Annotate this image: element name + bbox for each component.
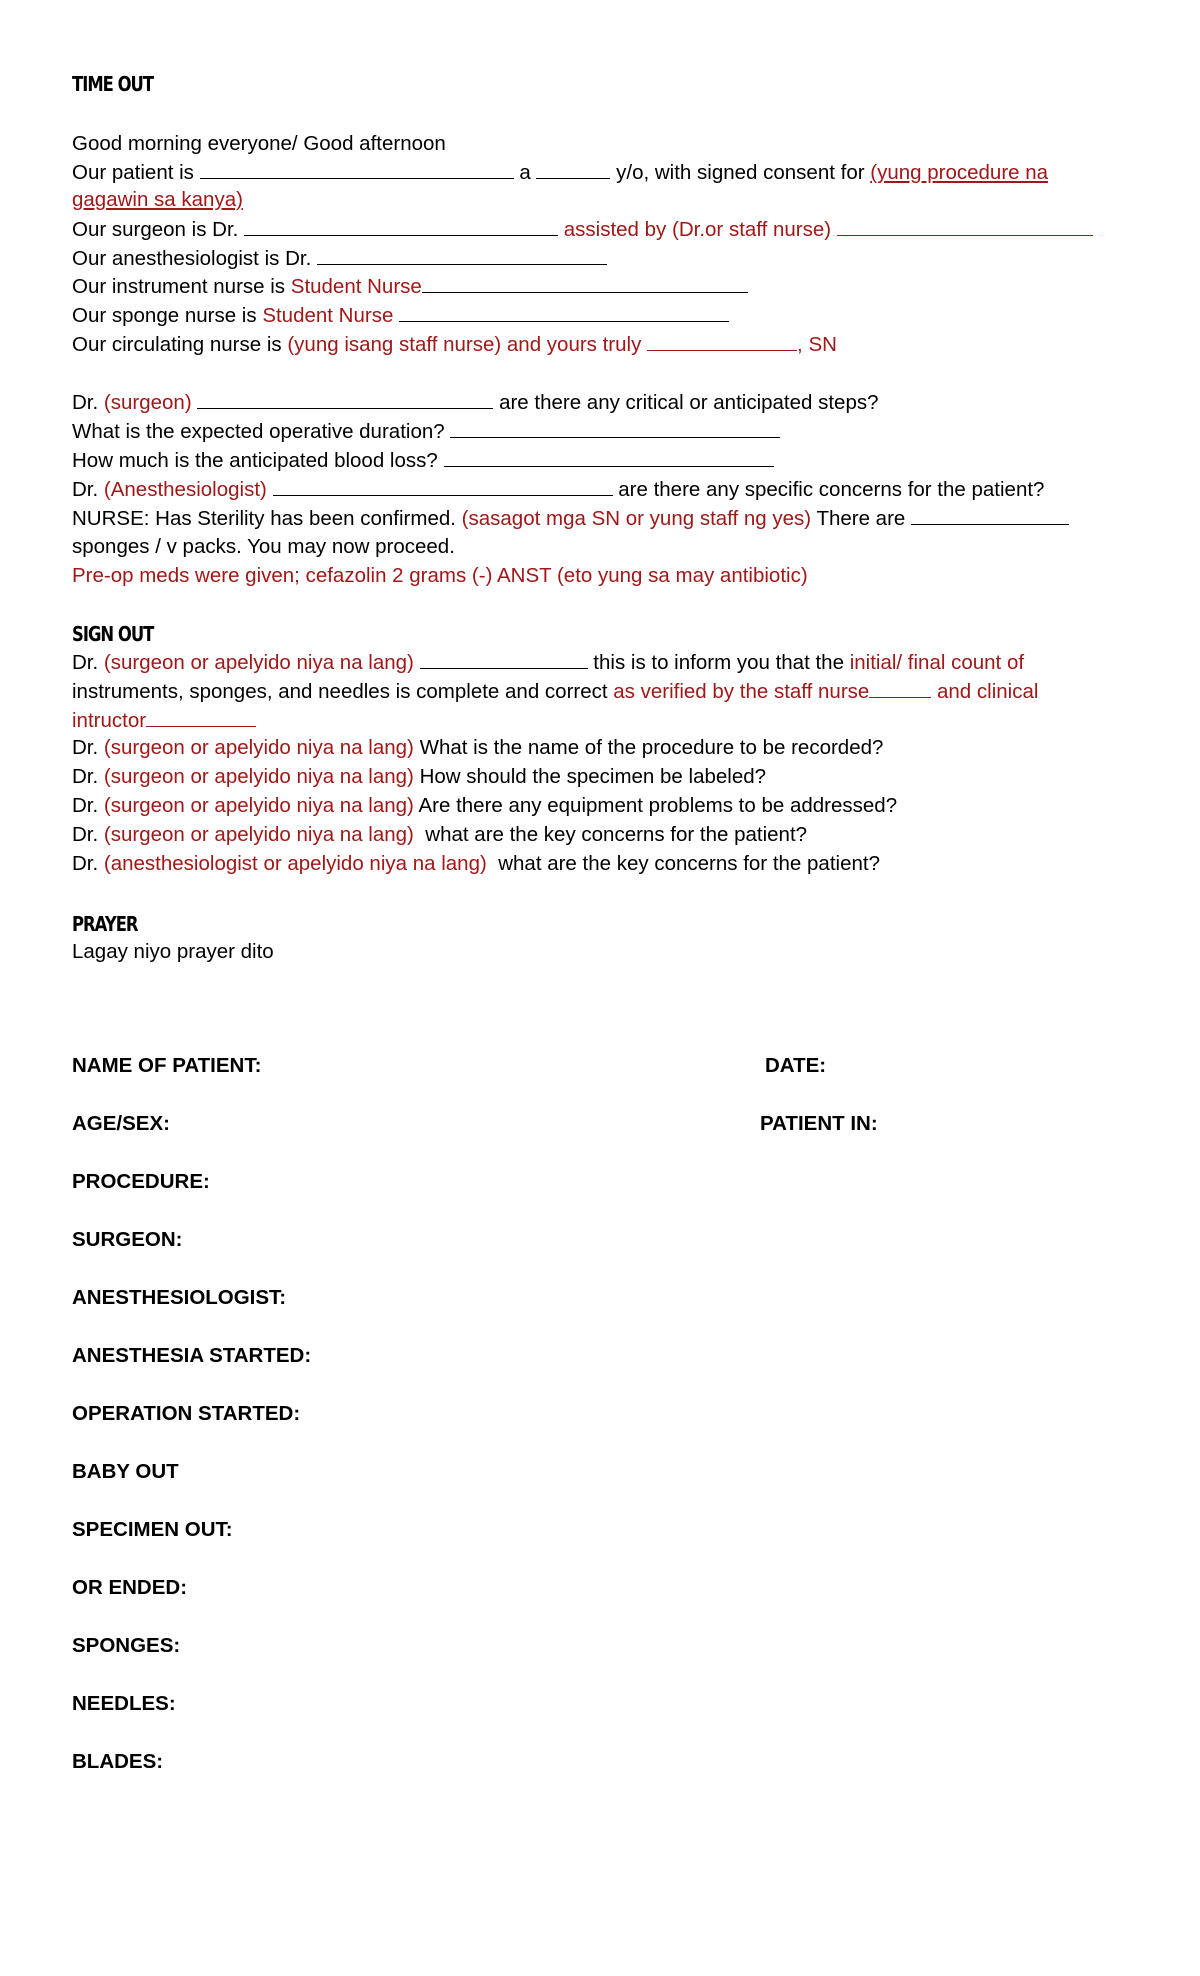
circulating-nurse-label: Our circulating nurse is bbox=[72, 333, 282, 356]
procedure-name-question: What is the name of the procedure to be recorded? bbox=[419, 736, 884, 759]
staff-nurse-blank bbox=[869, 677, 931, 698]
date-label: DATE: bbox=[765, 1054, 827, 1077]
anesthesiologist-line bbox=[72, 244, 607, 273]
there-are-label: There are bbox=[816, 507, 906, 530]
consent-label: y/o, with signed consent for bbox=[616, 161, 865, 184]
dr-label: Dr. bbox=[72, 794, 99, 817]
dr-label: Dr. bbox=[72, 651, 99, 674]
instrument-nurse-line bbox=[72, 272, 748, 301]
critical-steps-question: are there any critical or anticipated steps? bbox=[499, 391, 879, 414]
greeting-line: Good morning everyone/ Good afternoon bbox=[72, 132, 446, 155]
procedure-hint: (yung procedure na bbox=[870, 161, 1049, 184]
dr-label: Dr. bbox=[72, 823, 99, 846]
duration-question: What is the expected operative duration? bbox=[72, 420, 445, 443]
sponge-nurse-hint: Student Nurse bbox=[262, 304, 394, 327]
dr-label: Dr. bbox=[72, 852, 99, 875]
dr-label: Dr. bbox=[72, 765, 99, 788]
circulating-nurse-blank bbox=[647, 330, 797, 351]
anesthesiologist-hint: (anesthesiologist or apelyido niya na lang) bbox=[103, 852, 487, 875]
count-hint: initial/ final count of bbox=[849, 651, 1025, 674]
count-text: instruments, sponges, and needles is complete and correct bbox=[72, 680, 608, 703]
sign-out-q4 bbox=[72, 821, 807, 849]
procedure-hint-cont: gagawin sa kanya) bbox=[72, 188, 243, 211]
anesthesiologist-blank bbox=[317, 244, 607, 265]
sterility-hint: (sasagot mga SN or yung staff ng yes) bbox=[461, 507, 812, 530]
sponges-label: SPONGES: bbox=[72, 1634, 181, 1657]
time-out-heading: TIME OUT bbox=[72, 72, 154, 96]
dr-label: Dr. bbox=[72, 391, 99, 414]
clinical-hint: and clinical bbox=[937, 680, 1039, 703]
anesthesiologist-name-blank bbox=[273, 475, 613, 496]
anesthesiologist-field-label: ANESTHESIOLOGIST: bbox=[72, 1286, 287, 1309]
blood-loss-blank bbox=[444, 446, 774, 467]
name-of-patient-label: NAME OF PATIENT: bbox=[72, 1054, 262, 1077]
instructor-blank bbox=[146, 706, 256, 727]
patient-a-label: a bbox=[519, 161, 531, 184]
surgeon-blank bbox=[244, 215, 558, 236]
patient-name-blank bbox=[200, 158, 514, 179]
sign-out-line-2 bbox=[72, 677, 1038, 706]
critical-steps-line bbox=[72, 388, 879, 417]
sterility-line bbox=[72, 504, 1069, 533]
prayer-text: Lagay niyo prayer dito bbox=[72, 940, 274, 963]
patient-label: Our patient is bbox=[72, 161, 194, 184]
circulating-nurse-line bbox=[72, 330, 837, 359]
anesthesia-started-label: ANESTHESIA STARTED: bbox=[72, 1344, 312, 1367]
surgeon-line bbox=[72, 215, 1093, 244]
sponge-count-blank bbox=[911, 504, 1069, 525]
preop-meds-line: Pre-op meds were given; cefazolin 2 grams (-) ANST (eto yung sa may antibiotic) bbox=[72, 564, 808, 587]
dr-label: Dr. bbox=[72, 736, 99, 759]
equipment-question: Are there any equipment problems to be addressed? bbox=[418, 794, 898, 817]
age-sex-label: AGE/SEX: bbox=[72, 1112, 170, 1135]
instrument-nurse-label: Our instrument nurse is bbox=[72, 275, 286, 298]
surgeon-hint: (surgeon or apelyido niya na lang) bbox=[103, 736, 414, 759]
duration-line bbox=[72, 417, 780, 446]
blood-loss-question: How much is the anticipated blood loss? bbox=[72, 449, 438, 472]
instructor-hint: intructor bbox=[72, 709, 147, 732]
prayer-heading: PRAYER bbox=[72, 912, 138, 936]
sign-out-q1 bbox=[72, 734, 883, 762]
concerns-question: are there any specific concerns for the patient? bbox=[618, 478, 1045, 501]
anesthesiologist-hint: (Anesthesiologist) bbox=[103, 478, 267, 501]
surgeon-name-blank bbox=[197, 388, 493, 409]
anesthesiologist-label: Our anesthesiologist is Dr. bbox=[72, 247, 312, 270]
procedure-label: PROCEDURE: bbox=[72, 1170, 210, 1193]
surgeon-field-label: SURGEON: bbox=[72, 1228, 183, 1251]
surgeon-name-blank bbox=[420, 648, 588, 669]
instrument-nurse-blank bbox=[422, 272, 748, 293]
blood-loss-line bbox=[72, 446, 774, 475]
sign-out-line-3 bbox=[72, 706, 256, 735]
sign-out-q2 bbox=[72, 763, 766, 791]
needles-label: NEEDLES: bbox=[72, 1692, 176, 1715]
sign-out-line-1 bbox=[72, 648, 1024, 677]
sponge-nurse-line bbox=[72, 301, 729, 330]
patient-line bbox=[72, 158, 1048, 187]
duration-blank bbox=[450, 417, 780, 438]
inform-text: this is to inform you that the bbox=[593, 651, 844, 674]
key-concerns-question: what are the key concerns for the patient? bbox=[492, 852, 880, 875]
surgeon-hint: (surgeon or apelyido niya na lang) bbox=[103, 823, 414, 846]
surgeon-hint: (surgeon or apelyido niya na lang) bbox=[103, 794, 414, 817]
sn-suffix: , SN bbox=[797, 333, 837, 356]
assistant-blank bbox=[837, 215, 1093, 236]
specimen-question: How should the specimen be labeled? bbox=[419, 765, 767, 788]
surgeon-label: Our surgeon is Dr. bbox=[72, 218, 239, 241]
blades-label: BLADES: bbox=[72, 1750, 164, 1773]
sponge-nurse-blank bbox=[399, 301, 729, 322]
sterility-question: NURSE: Has Sterility has been confirmed. bbox=[72, 507, 456, 530]
patient-in-label: PATIENT IN: bbox=[760, 1112, 878, 1135]
assisted-by-hint: assisted by (Dr.or staff nurse) bbox=[563, 218, 832, 241]
surgeon-hint: (surgeon or apelyido niya na lang) bbox=[103, 651, 414, 674]
sign-out-q5 bbox=[72, 850, 880, 878]
surgeon-hint: (surgeon or apelyido niya na lang) bbox=[103, 765, 414, 788]
surgeon-hint: (surgeon) bbox=[103, 391, 192, 414]
patient-age-blank bbox=[536, 158, 610, 179]
proceed-line: sponges / v packs. You may now proceed. bbox=[72, 535, 455, 558]
verified-hint: as verified by the staff nurse bbox=[613, 680, 870, 703]
instrument-nurse-hint: Student Nurse bbox=[290, 275, 422, 298]
sign-out-q3 bbox=[72, 792, 897, 820]
dr-label: Dr. bbox=[72, 478, 99, 501]
specimen-out-label: SPECIMEN OUT: bbox=[72, 1518, 233, 1541]
operation-started-label: OPERATION STARTED: bbox=[72, 1402, 301, 1425]
baby-out-label: BABY OUT bbox=[72, 1460, 179, 1483]
or-ended-label: OR ENDED: bbox=[72, 1576, 188, 1599]
key-concerns-question: what are the key concerns for the patient? bbox=[419, 823, 808, 846]
circulating-nurse-hint: (yung isang staff nurse) and yours truly bbox=[287, 333, 642, 356]
sponge-nurse-label: Our sponge nurse is bbox=[72, 304, 257, 327]
sign-out-heading: SIGN OUT bbox=[72, 622, 154, 646]
anesth-concerns-line bbox=[72, 475, 1044, 504]
